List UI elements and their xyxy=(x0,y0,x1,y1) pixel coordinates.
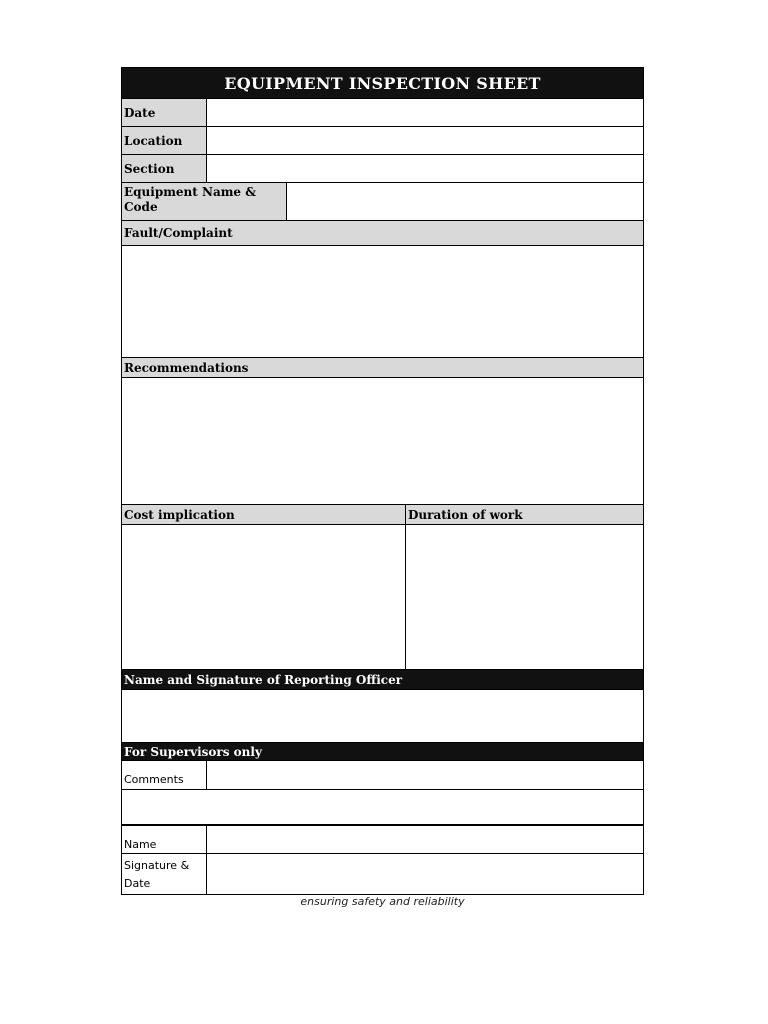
comments-extra-field[interactable] xyxy=(122,790,643,824)
equipment-field[interactable] xyxy=(287,183,643,220)
section-field[interactable] xyxy=(207,155,643,182)
location-row xyxy=(121,127,644,155)
reporting-officer-row xyxy=(121,690,644,743)
date-row xyxy=(121,99,644,127)
recommendations-header-row xyxy=(121,358,644,378)
recommendations-row xyxy=(121,378,644,505)
name-field[interactable] xyxy=(207,826,643,853)
signature-date-label: Signature & Date xyxy=(122,854,207,894)
comments-field[interactable] xyxy=(207,761,643,789)
recommendations-label: Recommendations xyxy=(122,358,643,377)
comments-extra-row xyxy=(121,790,644,825)
equipment-label: Equipment Name & Code xyxy=(122,183,287,220)
cost-duration-row xyxy=(121,525,644,670)
fault-label: Fault/Complaint xyxy=(122,221,643,245)
name-label: Name xyxy=(122,826,207,853)
cost-duration-header-row xyxy=(121,505,644,525)
fault-row xyxy=(121,246,644,358)
form-title: EQUIPMENT INSPECTION SHEET xyxy=(121,67,644,99)
fault-field[interactable] xyxy=(122,246,643,357)
inspection-form xyxy=(121,67,644,895)
recommendations-field[interactable] xyxy=(122,378,643,504)
comments-label: Comments xyxy=(122,761,207,789)
cost-field[interactable] xyxy=(122,525,406,669)
footer-tagline: ensuring safety and reliability xyxy=(300,895,465,908)
location-label: Location xyxy=(122,127,207,154)
location-field[interactable] xyxy=(207,127,643,154)
comments-row xyxy=(121,761,644,790)
name-row xyxy=(121,825,644,854)
section-label: Section xyxy=(122,155,207,182)
duration-field[interactable] xyxy=(406,525,643,669)
reporting-officer-field[interactable] xyxy=(122,690,643,742)
fault-header-row xyxy=(121,221,644,246)
supervisors-label: For Supervisors only xyxy=(122,743,643,760)
cost-label: Cost implication xyxy=(122,505,406,524)
date-field[interactable] xyxy=(207,99,643,126)
reporting-officer-label: Name and Signature of Reporting Officer xyxy=(122,670,643,689)
date-label: Date xyxy=(122,99,207,126)
duration-label: Duration of work xyxy=(406,505,643,524)
reporting-officer-header-row xyxy=(121,670,644,690)
signature-date-field[interactable] xyxy=(207,854,643,894)
signature-row xyxy=(121,854,644,895)
equipment-row xyxy=(121,183,644,221)
supervisors-header-row xyxy=(121,743,644,761)
section-row xyxy=(121,155,644,183)
